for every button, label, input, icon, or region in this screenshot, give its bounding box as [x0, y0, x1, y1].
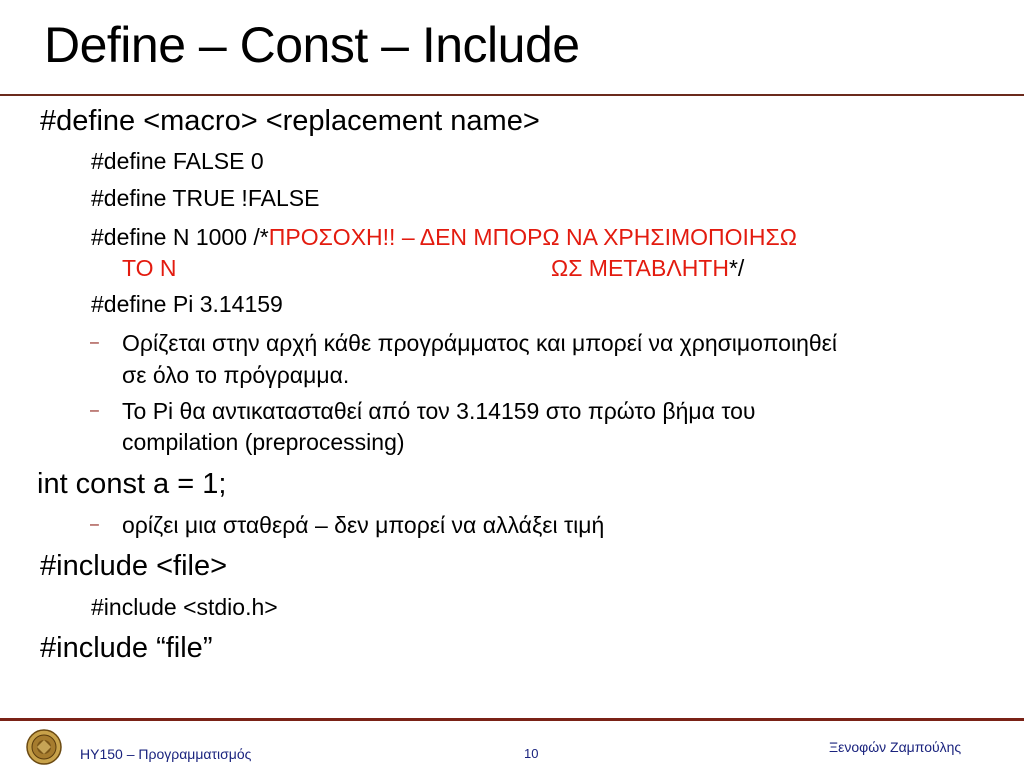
define-n-warning-1: ΠΡΟΣΟΧΗ!! – ΔΕΝ ΜΠΟΡΩ ΝΑ ΧΡΗΣΙΜΟΠΟΙΗΣΩ [268, 224, 797, 250]
footer-course: ΗΥ150 – Προγραμματισμός [80, 746, 252, 762]
include-stdio: #include <stdio.h> [91, 594, 278, 620]
dash-bullet-icon: – [90, 516, 99, 533]
dash-bullet-icon: – [90, 334, 99, 351]
define-syntax: #define <macro> <replacement name> [40, 105, 540, 137]
footer-divider [0, 718, 1024, 721]
page-number: 10 [524, 746, 539, 761]
university-seal-icon [26, 729, 62, 765]
dash-bullet-icon: – [90, 402, 99, 419]
define-n-line-2b [551, 254, 744, 282]
define-true: #define TRUE !FALSE [91, 185, 320, 211]
include-quote: #include “file” [40, 632, 213, 664]
define-n-prefix: #define N 1000 /* [91, 224, 269, 250]
define-false: #define FALSE 0 [91, 148, 264, 174]
const-note-text: ορίζει μια σταθερά – δεν μπορεί να αλλάξει τιμή [122, 512, 605, 538]
pi-note-1-line-1: Ορίζεται στην αρχή κάθε προγράμματος και μπορεί να χρησιμοποιηθεί [122, 330, 838, 356]
title-divider [0, 94, 1024, 96]
footer-author: Ξενοφών Ζαμπούλης [829, 739, 962, 755]
define-n-line-2 [122, 254, 177, 282]
define-n-line [91, 223, 797, 251]
const-declaration: int const a = 1; [37, 468, 227, 500]
slide-title: Define – Const – Include [44, 17, 580, 73]
define-pi: #define Pi 3.14159 [91, 291, 283, 317]
define-n-warning-2a: ΤΟ Ν [122, 255, 177, 281]
include-angle: #include <file> [40, 550, 228, 582]
define-n-suffix: */ [728, 255, 745, 281]
pi-note-1-line-2: σε όλο το πρόγραμμα. [122, 362, 350, 388]
pi-note-2-line-1: Το Pi θα αντικατασταθεί από τον 3.14159 στο πρώτο βήμα του [122, 398, 756, 424]
pi-note-2-line-2: compilation (preprocessing) [122, 429, 405, 455]
define-n-warning-2b: ΩΣ ΜΕΤΑΒΛΗΤΗ [551, 255, 729, 281]
